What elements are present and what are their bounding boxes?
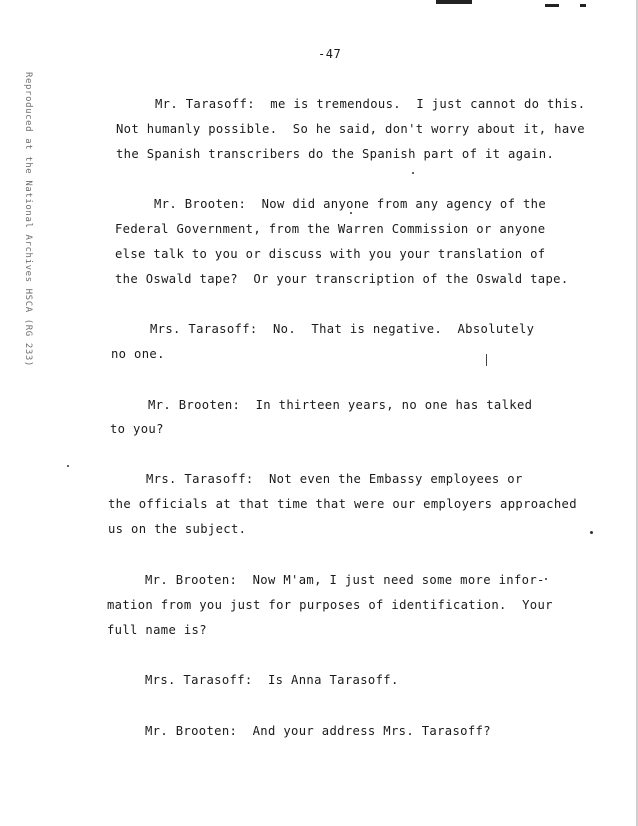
transcript-line: mation from you just for purposes of identification. Your [107,598,553,612]
scan-speck [545,578,547,580]
transcript-line: no one. [111,347,165,361]
transcript-line: to you? [110,422,164,436]
transcript-line: the officials at that time that were our employers approached [108,497,577,511]
transcript-line: Mr. Brooten: Now did anyone from any agency of the [154,197,547,211]
scan-mark [486,354,487,366]
transcript-line: Mr. Brooten: In thirteen years, no one has talked [148,398,533,412]
transcript-line: Mr. Brooten: And your address Mrs. Tarasoff? [145,724,491,738]
scan-artifact [545,4,559,7]
page-number: -47 [318,47,342,61]
transcript-line: Mr. Brooten: Now M'am, I just need some more infor- [145,573,545,587]
transcript-line: Federal Government, from the Warren Commission or anyone [115,222,546,236]
transcript-line: full name is? [107,623,207,637]
transcript-line: Mrs. Tarasoff: Is Anna Tarasoff. [145,673,399,687]
transcript-line: Mrs. Tarasoff: No. That is negative. Absolutely [150,322,535,336]
transcript-line: us on the subject. [108,522,247,536]
transcript-line: the Oswald tape? Or your transcription of the Oswald tape. [115,272,569,286]
transcript-line: the Spanish transcribers do the Spanish part of it again. [116,147,555,161]
transcript-line: else talk to you or discuss with you your translation of [115,247,546,261]
transcript-line: Mr. Tarasoff: me is tremendous. I just cannot do this. [155,97,586,111]
scan-speck [350,212,352,214]
transcript-line: Mrs. Tarasoff: Not even the Embassy employees or [146,472,523,486]
archive-margin-stamp: Reproduced at the National Archives HSCA (RG 233) [23,72,33,367]
scan-speck [412,172,414,174]
scan-artifact [580,4,586,7]
scan-speck [590,531,593,534]
scan-artifact [436,0,472,4]
transcript-line: Not humanly possible. So he said, don't worry about it, have [116,122,585,136]
scan-speck [67,465,69,467]
